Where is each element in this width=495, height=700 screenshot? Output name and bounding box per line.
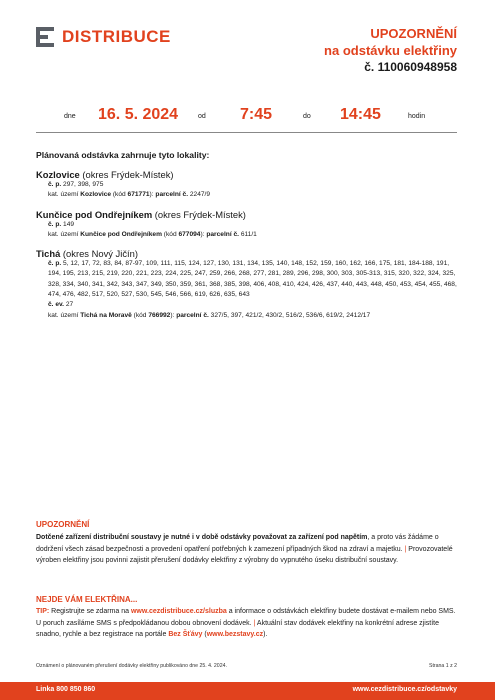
outage-time-row [0, 106, 495, 126]
location-block [36, 209, 461, 241]
house-numbers: č. p. 149 [48, 220, 75, 228]
outage-date: 16. 5. 2024 [98, 106, 179, 123]
cadastre-info: kat. území Kozlovice (kód 671771): parcelní č. 2247/9 [48, 191, 211, 199]
notice-subtitle: na odstávku elektřiny [324, 43, 457, 58]
notice-header [324, 25, 457, 76]
location-block [36, 248, 461, 321]
cadastre-info: kat. území Kunčice pod Ondřejníkem (kód 677094): parcelní č. 611/1 [48, 230, 257, 238]
outage-start-time: 7:45 [240, 106, 273, 123]
location-name: Kozlovice (okres Frýdek-Místek) [36, 169, 174, 180]
to-label: do [303, 113, 311, 120]
hotline-number[interactable]: Linka 800 850 860 [36, 686, 96, 693]
bezstavy-url-link[interactable]: www.bezstavy.cz [206, 631, 264, 638]
locations-section [36, 150, 461, 321]
date-label: dne [64, 113, 76, 120]
outages-website-link[interactable]: www.cezdistribuce.cz/odstavky [352, 686, 457, 693]
bez-stavy-link[interactable]: Bez Šťávy [168, 631, 203, 638]
warning-text: Dotčené zařízení distribuční soustavy je nutné i v době odstávky považovat za zařízení pod napětím, a proto vás žádáme o dodržení všech zásad bezpečnosti a provedení opatření potřebných k zamezení případných škod na zdraví a majetku. | Provozovatelé výroben elektřiny jsou povinni zajistit přerušení dodávky elektřiny z výrobny do vypnutého úseku distribuční soustavy. [36, 534, 453, 564]
outage-end-time: 14:45 [340, 106, 381, 123]
footer-bar [0, 682, 495, 700]
page-number: Strana 1 z 2 [429, 663, 457, 669]
cadastre-info: kat. území Tichá na Moravě (kód 766992): parcelní č. 327/5, 397, 421/2, 430/2, 516/2, 536/6, 619/2, 2412/17 [48, 311, 371, 319]
publication-note: Oznámení o plánovaném přerušení dodávky elektřiny publikováno dne 25. 4. 2024. [36, 663, 227, 669]
tip-title: NEJDE VÁM ELEKTŘINA... [36, 595, 138, 604]
house-numbers: č. p. 297, 398, 975 [48, 181, 104, 188]
locations-intro: Plánovaná odstávka zahrnuje tyto lokality: [36, 150, 210, 160]
cez-logo-mark-icon [36, 27, 54, 47]
brand-name: DISTRIBUCE [62, 27, 171, 46]
registration-link[interactable]: www.cezdistribuce.cz/sluzba [130, 608, 227, 615]
from-label: od [198, 113, 206, 120]
divider [36, 132, 457, 133]
notice-title: UPOZORNĚNÍ [370, 26, 457, 41]
cez-logo [36, 27, 171, 47]
hours-label: hodin [408, 113, 426, 120]
house-numbers: č. p. 5, 12, 17, 72, 83, 84, 87-97, 109, 111, 115, 124, 127, 130, 131, 134, 135, 140, 148, 152, 159, 160, 162, 166, 175, 181, 184-188, 191, 194, 195, 213, 215, 219, 220, 221, 223, 224, 225, 247, 259, 266, 268, 277, 281, 289, 296, 298, 300, 303, 305-313, 315, 320, 322, 324, 325, 328, 334, 340, 341, 342, 343, 347, 349, 350, 359, 361, 368, 385, 398, 406, 408, 410, 424, 426, 437, 440, 443, 448, 450, 453, 454, 455, 468, 474, 476, 482, 517, 520, 527, 530, 545, 546, 566, 619, 626, 635, 643 [48, 260, 457, 299]
location-name: Tichá (okres Nový Jičín) [36, 248, 138, 260]
location-name: Kunčice pod Ondřejníkem (okres Frýdek-Místek) [36, 208, 246, 220]
evidence-numbers: č. ev. 27 [48, 301, 74, 309]
warning-title: UPOZORNĚNÍ [36, 520, 90, 529]
notice-number: č. 110060948958 [364, 60, 457, 74]
tip-text: TIP: Registrujte se zdarma na www.cezdistribuce.cz/sluzba a informace o odstávkách elektřiny budete dostávat e-mailem nebo SMS. U poruch zasíláme SMS s předpokládanou dobou obnovení dodávek. | Aktuální stav dodávek elektřiny na konkrétní adrese zjistíte snadno, rychle a bez registrace na portále Bez Šťávy (www.bezstavy.cz). [36, 608, 456, 638]
location-block [36, 169, 461, 201]
